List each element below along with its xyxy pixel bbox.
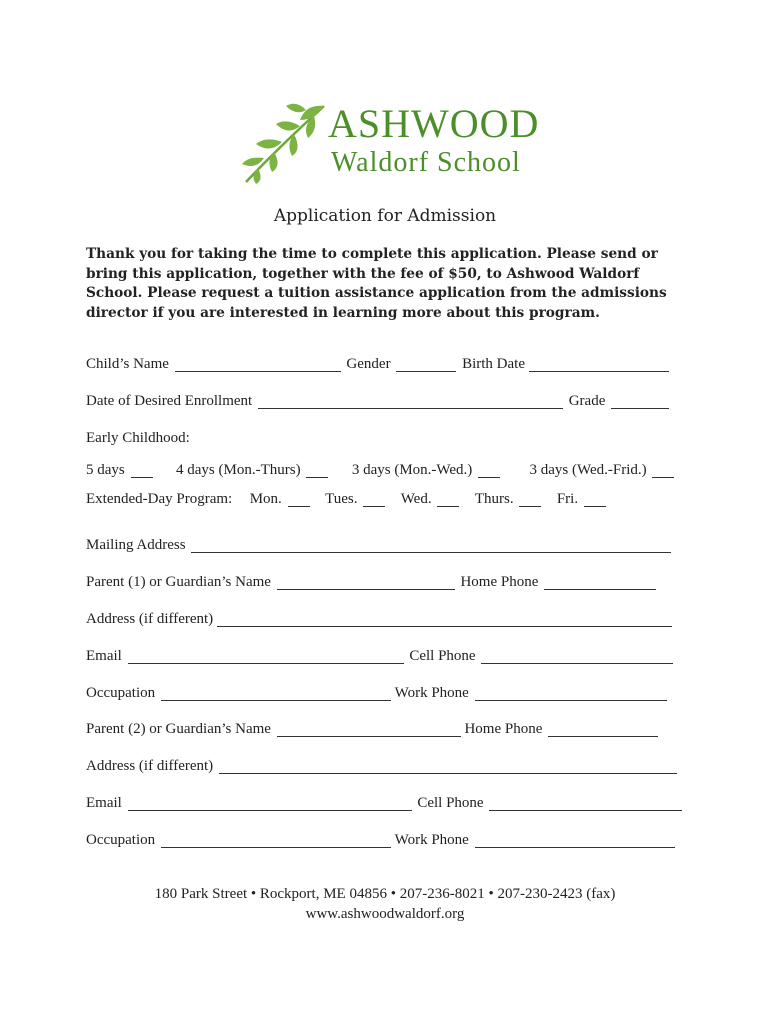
days3a-label: 3 days (Mon.-Wed.)	[351, 462, 473, 478]
row-parent1-email	[86, 645, 696, 667]
parent1-cell-phone-label: Cell Phone	[409, 648, 476, 664]
days3a-field[interactable]	[478, 461, 500, 478]
thurs-label: Thurs.	[474, 491, 514, 507]
fri-field[interactable]	[584, 490, 606, 507]
row-extended-day	[86, 488, 696, 510]
tues-label: Tues.	[325, 491, 358, 507]
parent2-occupation-field[interactable]	[161, 831, 391, 848]
leaf-branch-icon	[236, 100, 332, 186]
row-mailing	[86, 534, 696, 556]
logo-name-line1: ASHWOOD	[328, 101, 540, 146]
parent2-name-label: Parent (2) or Guardian’s Name	[86, 721, 271, 737]
parent2-work-phone-field[interactable]	[475, 831, 675, 848]
wed-label: Wed.	[400, 491, 432, 507]
row-parent1-occupation	[86, 682, 696, 704]
child-name-label: Child’s Name	[86, 356, 169, 372]
parent2-home-phone-label: Home Phone	[464, 721, 543, 737]
days3b-field[interactable]	[652, 461, 674, 478]
document-title: Application for Admission	[273, 206, 497, 226]
parent2-email-label: Email	[86, 795, 122, 811]
parent2-cell-phone-field[interactable]	[489, 794, 682, 811]
row-enrollment	[86, 390, 696, 412]
parent1-home-phone-field[interactable]	[544, 573, 656, 590]
row-parent1-address	[86, 608, 696, 630]
row-parent2-address	[86, 755, 696, 777]
parent1-home-phone-label: Home Phone	[460, 574, 539, 590]
row-parent1	[86, 571, 696, 593]
mon-field[interactable]	[288, 490, 310, 507]
footer-address: 180 Park Street • Rockport, ME 04856 • 207-236-8021 • 207-230-2423 (fax)	[154, 886, 616, 902]
parent1-work-phone-field[interactable]	[475, 684, 667, 701]
enrollment-date-label: Date of Desired Enrollment	[86, 393, 253, 409]
grade-field[interactable]	[611, 392, 669, 409]
gender-field[interactable]	[396, 355, 456, 372]
wed-field[interactable]	[437, 490, 459, 507]
school-logo	[236, 100, 540, 186]
parent2-name-field[interactable]	[277, 720, 461, 737]
footer-website-link[interactable]: www.ashwoodwaldorf.org	[305, 906, 465, 922]
parent1-work-phone-label: Work Phone	[394, 685, 469, 701]
logo-name-line2: Waldorf School	[331, 147, 521, 178]
parent1-occupation-label: Occupation	[86, 685, 156, 701]
days4-label: 4 days (Mon.-Thurs)	[176, 462, 301, 478]
parent1-name-label: Parent (1) or Guardian’s Name	[86, 574, 271, 590]
mon-label: Mon.	[249, 491, 282, 507]
parent2-cell-phone-label: Cell Phone	[417, 795, 484, 811]
parent1-email-label: Email	[86, 648, 122, 664]
row-early-childhood	[86, 427, 696, 449]
parent2-work-phone-label: Work Phone	[394, 832, 469, 848]
parent1-occupation-field[interactable]	[161, 684, 391, 701]
extended-day-label: Extended-Day Program:	[86, 491, 233, 507]
birth-date-field[interactable]	[529, 355, 669, 372]
parent2-address-field[interactable]	[219, 757, 677, 774]
child-name-field[interactable]	[175, 355, 341, 372]
fri-label: Fri.	[556, 491, 579, 507]
parent2-email-field[interactable]	[128, 794, 412, 811]
early-childhood-label: Early Childhood:	[86, 430, 190, 446]
intro-paragraph: Thank you for taking the time to complete this application. Please send or bring this application, together with the fee of $50, to Ashwood Waldorf School. Please request a tuition assistance application from the admissions director if you are interested in learning more about this program.	[86, 246, 667, 321]
enrollment-date-field[interactable]	[258, 392, 563, 409]
row-child-info	[86, 353, 696, 375]
parent1-name-field[interactable]	[277, 573, 455, 590]
grade-label: Grade	[568, 393, 606, 409]
row-parent2-occupation	[86, 829, 696, 851]
gender-label: Gender	[346, 356, 391, 372]
row-parent2	[86, 718, 696, 740]
row-day-options	[86, 459, 696, 481]
parent1-email-field[interactable]	[128, 647, 404, 664]
days5-field[interactable]	[131, 461, 153, 478]
days4-field[interactable]	[306, 461, 328, 478]
parent2-address-label: Address (if different)	[86, 758, 214, 774]
parent1-address-label: Address (if different)	[86, 611, 214, 627]
parent1-address-field[interactable]	[217, 610, 672, 627]
days3b-label: 3 days (Wed.-Frid.)	[529, 462, 647, 478]
parent2-occupation-label: Occupation	[86, 832, 156, 848]
footer	[0, 884, 770, 924]
tues-field[interactable]	[363, 490, 385, 507]
mailing-address-label: Mailing Address	[86, 537, 186, 553]
mailing-address-field[interactable]	[191, 536, 671, 553]
thurs-field[interactable]	[519, 490, 541, 507]
row-parent2-email	[86, 792, 696, 814]
birth-date-label: Birth Date	[462, 356, 525, 372]
parent1-cell-phone-field[interactable]	[481, 647, 673, 664]
days5-label: 5 days	[86, 462, 125, 478]
parent2-home-phone-field[interactable]	[548, 720, 658, 737]
